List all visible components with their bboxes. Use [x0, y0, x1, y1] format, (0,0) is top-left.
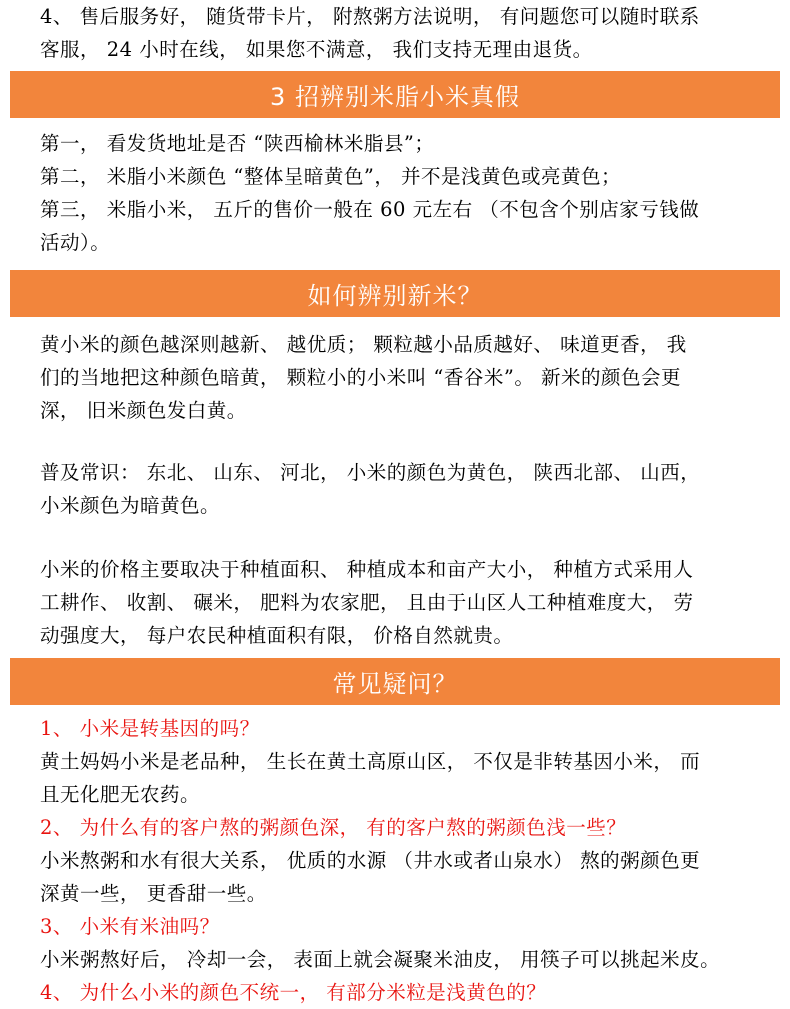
list-item: 第三， 米脂小米， 五斤的售价一般在 60 元左右 （不包含个别店家亏钱做 — [40, 198, 700, 221]
faq-question: 4、 为什么小米的颜色不统一， 有部分米粒是浅黄色的？ — [40, 981, 547, 1004]
section-header-identify — [10, 71, 780, 118]
section-title: 3 招辨别米脂小米真假 — [270, 83, 520, 111]
list-item: 第二， 米脂小米颜色 “整体呈暗黄色”， 并不是浅黄色或亮黄色； — [40, 165, 622, 188]
faq-question: 3、 小米有米油吗？ — [40, 915, 220, 938]
list-item: 第一， 看发货地址是否 “陕西榆林米脂县”； — [40, 132, 435, 155]
faq-answer: 且无化肥无农药。 — [40, 783, 201, 806]
section-header-faq — [10, 658, 780, 705]
list-item: 活动）。 — [40, 231, 111, 254]
section-title: 常见疑问？ — [332, 670, 458, 698]
after-sales-text: 4、 售后服务好， 随货带卡片， 附熬粥方法说明， 有问题您可以随时联系 客服， 24 小时在线， 如果您不满意， 我们支持无理由退货。 — [40, 5, 700, 61]
new-rice-paragraph-2: 普及常识： 东北、 山东、 河北， 小米的颜色为黄色， 陕西北部、 山西， 小米颜色为暗黄色。 — [40, 461, 701, 517]
faq-answer: 小米粥熬好后， 冷却一会， 表面上就会凝聚米油皮， 用筷子可以挑起米皮。 — [40, 948, 721, 971]
faq-answer: 黄土妈妈小米是老品种， 生长在黄土高原山区， 不仅是非转基因小米， 而 — [40, 750, 701, 773]
faq-question: 2、 为什么有的客户熬的粥颜色深， 有的客户熬的粥颜色浅一些？ — [40, 816, 627, 839]
faq-question: 1、 小米是转基因的吗？ — [40, 717, 260, 740]
faq-list — [40, 712, 756, 1009]
faq-answer: 深黄一些， 更香甜一些。 — [40, 882, 267, 905]
identify-list — [40, 127, 756, 259]
new-rice-paragraph-3: 小米的价格主要取决于种植面积、 种植成本和亩产大小， 种植方式采用人 工耕作、 收割、 碾米， 肥料为农家肥， 且由于山区人工种植难度大， 劳 动强度大， 每户农民种植面积有限， 价格自然就贵。 — [40, 558, 694, 647]
new-rice-paragraph-1: 黄小米的颜色越深则越新、 越优质； 颗粒越小品质越好、 味道更香， 我 们的当地把这种颜色暗黄， 颗粒小的小米叫 “香谷米”。 新米的颜色会更 深， 旧米颜色发白黄。 — [40, 333, 687, 422]
faq-answer: 小米熬粥和水有很大关系， 优质的水源 （井水或者山泉水） 熬的粥颜色更 — [40, 849, 701, 872]
section-title: 如何辨别新米？ — [307, 282, 483, 310]
section-header-new-rice — [10, 270, 780, 317]
